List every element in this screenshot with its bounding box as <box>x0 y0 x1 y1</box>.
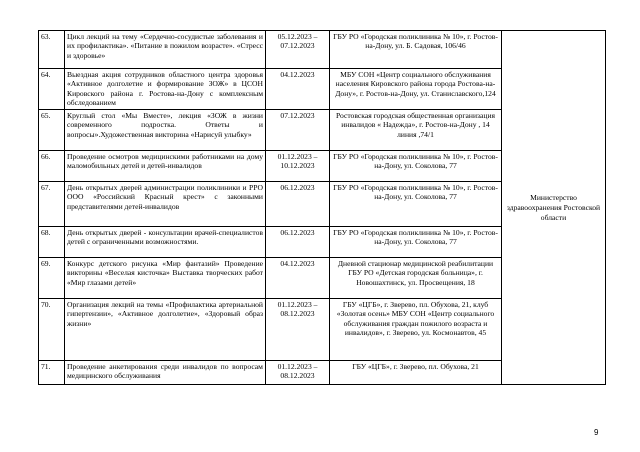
event-description: День открытых дверей - консультации врачей-специалистов детей с ограниченными возможностями. <box>65 227 266 258</box>
event-date: 06.12.2023 <box>266 227 330 258</box>
event-description: Выездная акция сотрудников областного центра здоровья «Активное долголетие и формирование ЗОЖ» в ЦСОН Кировского района г. Ростова-на-Дону с комплексным обследованием <box>65 69 266 110</box>
event-date: 01.12.2023 – 08.12.2023 <box>266 299 330 361</box>
event-location: МБУ СОН «Центр социального обслуживания населения Кировского района города Ростова-на-Дону», г. Ростов-на-Дону, ул. Станиславского,124 <box>330 69 502 110</box>
event-location: ГБУ РО «Городская поликлиника № 10», г. Ростов-на-Дону, ул. Соколова, 77 <box>330 151 502 182</box>
event-description: Организация лекций на темы «Профилактика артериальной гипертензии», «Активное долголетие», «Здоровый образ жизни» <box>65 299 266 361</box>
event-date: 05.12.2023 – 07.12.2023 <box>266 31 330 69</box>
row-number: 65. <box>39 110 65 151</box>
event-location: Ростовская городская общественная организация инвалидов « Надежда», г. Ростов-на-Дону , 14 линия ,74/1 <box>330 110 502 151</box>
event-location: Дневной стационар медицинской реабилитации ГБУ РО «Детская городская больница», г. Новошахтинск, ул. Просвещения, 18 <box>330 258 502 299</box>
event-description: Цикл лекций на тему «Сердечно-сосудистые заболевания и их профилактика». «Питание в пожилом возрасте». «Стресс и здоровье» <box>65 31 266 69</box>
event-location: ГБУ РО «Городская поликлиника № 10», г. Ростов-на-Дону, ул. Соколова, 77 <box>330 182 502 227</box>
event-date: 04.12.2023 <box>266 69 330 110</box>
event-location: ГБУ «ЦГБ», г. Зверево, пл. Обухова, 21, клуб «Золотая осень» МБУ СОН «Центр социального обслуживания граждан пожилого возраста и инвалидов», г. Зверево, ул. Космонавтов, 45 <box>330 299 502 361</box>
event-location: ГБУ «ЦГБ», г. Зверево, пл. Обухова, 21 <box>330 361 502 385</box>
page-number: 9 <box>594 428 599 437</box>
row-number: 63. <box>39 31 65 69</box>
event-date: 07.12.2023 <box>266 110 330 151</box>
row-number: 64. <box>39 69 65 110</box>
table-row <box>39 31 606 69</box>
event-date: 04.12.2023 <box>266 258 330 299</box>
row-number: 70. <box>39 299 65 361</box>
row-number: 66. <box>39 151 65 182</box>
row-number: 71. <box>39 361 65 385</box>
event-location: ГБУ РО «Городская поликлиника № 10», г. Ростов-на-Дону, ул. Соколова, 77 <box>330 227 502 258</box>
event-description: Круглый стол «Мы Вместе», лекция «ЗОЖ в жизни современного подростка. Ответы и вопросы».Художественная викторина «Нарисуй улыбку» <box>65 110 266 151</box>
event-date: 01.12.2023 – 08.12.2023 <box>266 361 330 385</box>
event-description: Проведение осмотров медицинскими работниками на дому маломобильных детей и детей-инвалидов <box>65 151 266 182</box>
event-description: День открытых дверей администрации поликлиники и РРО ООО «Российский Красный крест» с законными представителями детей-инвалидов <box>65 182 266 227</box>
events-table <box>38 30 606 385</box>
row-number: 69. <box>39 258 65 299</box>
organizer-cell: Министерство здравоохранения Ростовской области <box>502 31 606 385</box>
event-date: 06.12.2023 <box>266 182 330 227</box>
event-location: ГБУ РО «Городская поликлиника № 10», г. Ростов-на-Дону, ул. Б. Садовая, 106/46 <box>330 31 502 69</box>
event-date: 01.12.2023 – 10.12.2023 <box>266 151 330 182</box>
event-description: Конкурс детского рисунка «Мир фантазий» Проведение викторины «Веселая кисточка» Выставка творческих работ «Мир глазами детей» <box>65 258 266 299</box>
row-number: 67. <box>39 182 65 227</box>
event-description: Проведение анкетирования среди инвалидов по вопросам медицинского обслуживания <box>65 361 266 385</box>
row-number: 68. <box>39 227 65 258</box>
